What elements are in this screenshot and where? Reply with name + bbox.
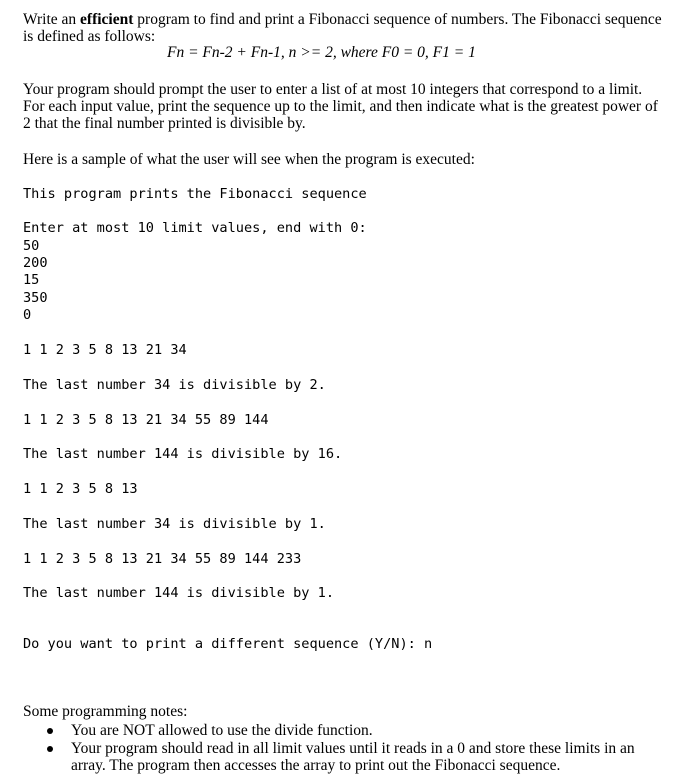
console-banner: This program prints the Fibonacci sequence	[23, 186, 367, 202]
console-sequence: 1 1 2 3 5 8 13 21 34	[23, 342, 187, 358]
intro-prefix: Write an	[23, 11, 81, 28]
console-result-message: The last number 144 is divisible by 16.	[23, 446, 343, 462]
console-input: 15	[23, 272, 40, 288]
sample-intro: Here is a sample of what the user will see when the program is executed:	[23, 151, 475, 168]
formula-text: Fn = Fn-2 + Fn-1, n >= 2, where F0 = 0, F1 = 1	[167, 44, 476, 61]
notes-list	[23, 722, 673, 774]
console-result-message: The last number 34 is divisible by 1.	[23, 516, 326, 532]
console-input: 350	[23, 290, 48, 306]
console-sequence: 1 1 2 3 5 8 13	[23, 481, 138, 497]
list-item: Your program should read in all limit values until it reads in a 0 and store these limits in an array. The program then accesses the array to print out the Fibonacci sequence.	[71, 740, 673, 774]
intro-paragraph	[23, 11, 663, 45]
notes-heading: Some programming notes:	[23, 703, 188, 720]
console-input: 200	[23, 255, 48, 271]
programming-notes	[23, 703, 673, 775]
console-repeat-prompt: Do you want to print a different sequence (Y/N): n	[23, 636, 433, 652]
console-input: 50	[23, 238, 40, 254]
instructions-paragraph: Your program should prompt the user to enter a list of at most 10 integers that correspond to a limit. For each input value, print the sequence up to the limit, and then indicate what is the greatest power of 2 that the final number printed is divisible by.	[23, 81, 658, 132]
list-item: You are NOT allowed to use the divide function.	[71, 722, 673, 739]
intro-suffix: program to find and print a Fibonacci sequence of numbers. The Fibonacci sequence is defined as follows:	[23, 11, 662, 45]
console-sequence: 1 1 2 3 5 8 13 21 34 55 89 144 233	[23, 551, 302, 567]
intro-bold-word: efficient	[80, 11, 134, 28]
fibonacci-formula	[167, 44, 476, 61]
console-result-message: The last number 144 is divisible by 1.	[23, 585, 334, 601]
console-result-message: The last number 34 is divisible by 2.	[23, 377, 326, 393]
console-input: 0	[23, 307, 32, 323]
console-sequence: 1 1 2 3 5 8 13 21 34 55 89 144	[23, 412, 269, 428]
console-prompt: Enter at most 10 limit values, end with 0:	[23, 220, 367, 236]
